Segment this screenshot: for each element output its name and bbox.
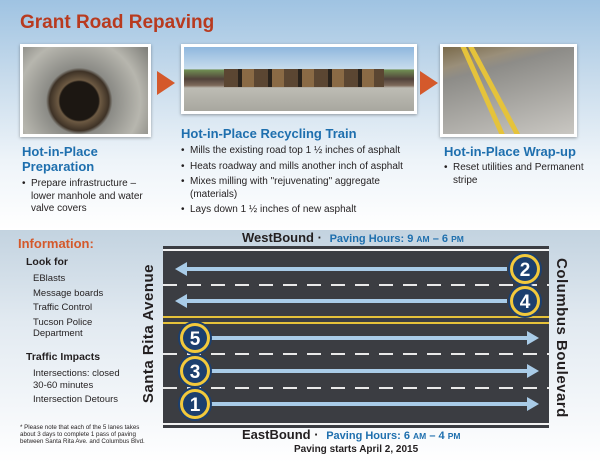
list-item: Traffic Control [33, 302, 93, 313]
page-title: Grant Road Repaving [20, 12, 215, 33]
street-label-east: Columbus Boulevard [553, 258, 570, 418]
step-2-bullets [181, 145, 426, 220]
westbound-hours: Paving Hours: 9 AM – 6 PM [329, 233, 464, 245]
list-item: • Prepare infrastructure – lower manhole and water valve covers [22, 178, 157, 216]
preparation-photo [20, 44, 151, 137]
list-item: Tucson Police Department [33, 316, 93, 339]
wrap-up-photo [440, 44, 577, 137]
step-3-heading: Hot-in-Place Wrap-up [444, 144, 576, 159]
list-item: Intersections: closed 30-60 minutes [33, 368, 120, 391]
lane-arrowhead [175, 294, 187, 308]
road-diagram [163, 246, 549, 428]
footnote: * Please note that each of the 5 lanes takes about 3 days to complete 1 pass of paving between Santa Rita Ave. and Columbus Blvd. [20, 424, 145, 445]
paving-start-date: Paving starts April 2, 2015 [294, 444, 419, 455]
traffic-impacts-list [33, 368, 133, 409]
westbound-header [242, 230, 464, 245]
eastbound-hours: Paving Hours: 6 AM – 4 PM [326, 430, 461, 442]
lane-number: 3 [189, 362, 201, 383]
eastbound-header [242, 427, 460, 442]
street-label-west: Santa Rita Avenue [140, 264, 157, 404]
step-1-heading: Hot-in-Place Preparation [22, 144, 98, 174]
lane-number: 1 [189, 395, 201, 416]
step-2-heading: Hot-in-Place Recycling Train [181, 126, 357, 141]
lane-arrowhead [527, 397, 539, 411]
lane-number: 2 [519, 260, 531, 281]
list-item: • Mills the existing road top 1 ½ inches of asphalt [181, 145, 426, 158]
lane-number: 5 [189, 329, 201, 350]
look-for-list [33, 273, 123, 343]
road-lanes [163, 246, 549, 428]
lane-arrowhead [175, 262, 187, 276]
lane-arrowhead [527, 364, 539, 378]
separator: · [314, 427, 319, 442]
lane-number: 4 [519, 292, 531, 313]
eastbound-label: EastBound [242, 427, 311, 442]
westbound-label: WestBound [242, 230, 314, 245]
separator: · [317, 230, 322, 245]
look-for-title: Look for [26, 256, 68, 268]
step-arrow-icon [157, 71, 175, 95]
lane-arrowhead [527, 331, 539, 345]
list-item: • Heats roadway and mills another inch of asphalt [181, 161, 426, 174]
list-item: • Reset utilities and Permanent stripe [444, 162, 584, 187]
information-title: Information: [18, 236, 94, 251]
step-arrow-icon [420, 71, 438, 95]
list-item: • Mixes milling with "rejuvenating" aggregate (materials) [181, 176, 426, 201]
step-1-bullets [22, 178, 157, 219]
step-3-bullets [444, 162, 584, 190]
list-item: Intersection Detours [33, 394, 119, 405]
recycling-train-photo [181, 44, 417, 114]
list-item: Message boards [33, 287, 104, 299]
list-item: EBlasts [33, 273, 66, 284]
list-item: • Lays down 1 ½ inches of new asphalt [181, 204, 426, 217]
traffic-impacts-title: Traffic Impacts [26, 351, 101, 363]
